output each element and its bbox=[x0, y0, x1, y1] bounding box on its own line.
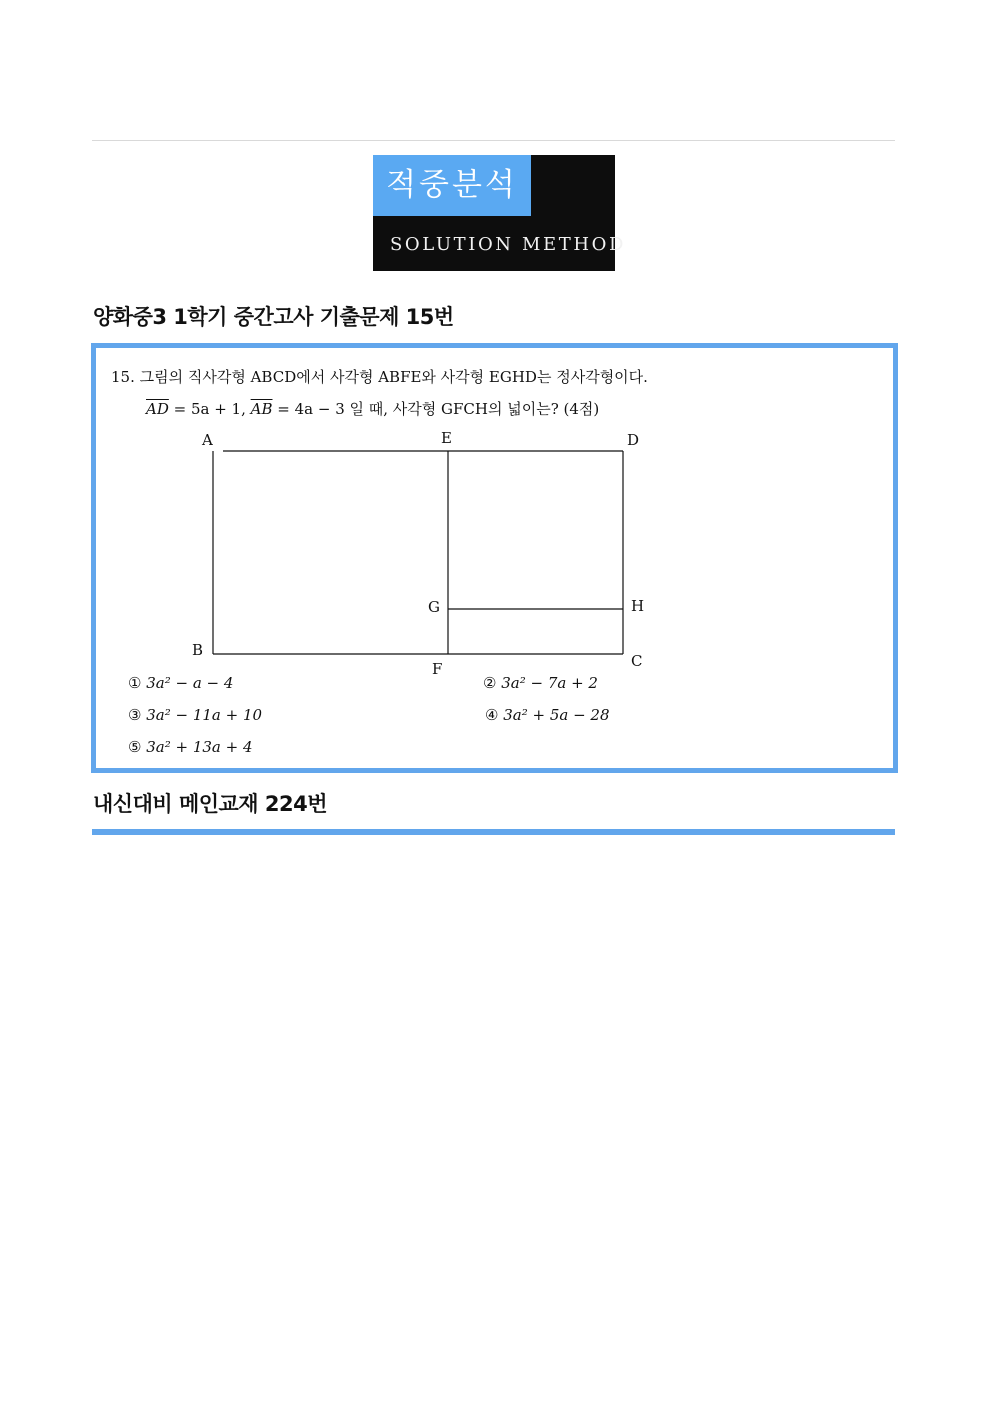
question-box bbox=[91, 343, 898, 773]
textbook-source-heading: 내신대비 메인교재 224번 bbox=[93, 792, 328, 816]
vertex-label-h: H bbox=[631, 597, 645, 615]
segment-ad: $\overline{AD}$ bbox=[146, 400, 169, 418]
vertex-label-c: C bbox=[631, 652, 643, 670]
vertex-label-e: E bbox=[441, 429, 452, 447]
banner-title: 적중분석 bbox=[373, 155, 531, 216]
choice-3-number: ③ bbox=[128, 706, 142, 724]
choice-4-expression: 3a² + 5a − 28 bbox=[503, 706, 610, 724]
vertex-label-g: G bbox=[428, 598, 440, 616]
rectangle-figure bbox=[96, 348, 893, 768]
vertex-label-d: D bbox=[627, 431, 640, 449]
vertex-label-f: F bbox=[432, 660, 443, 678]
choice-5-expression: 3a² + 13a + 4 bbox=[146, 738, 253, 756]
choice-3 bbox=[128, 706, 262, 724]
bottom-divider bbox=[92, 829, 895, 835]
choice-5 bbox=[128, 738, 253, 756]
choice-2-expression: 3a² − 7a + 2 bbox=[501, 674, 598, 692]
ad-expression: = 5a + 1, bbox=[168, 400, 251, 418]
question-stem-line1: 15. 그림의 직사각형 ABCD에서 사각형 ABFE와 사각형 EGHD는 정사각형이다. bbox=[111, 368, 648, 386]
vertex-label-b: B bbox=[192, 641, 204, 659]
choice-1 bbox=[128, 674, 233, 692]
top-divider bbox=[92, 140, 895, 141]
choice-2-number: ② bbox=[483, 674, 497, 692]
choice-1-expression: 3a² − a − 4 bbox=[146, 674, 234, 692]
question-stem-rest: 일 때, 사각형 GFCH의 넓이는? (4점) bbox=[344, 400, 600, 418]
segment-ab: $\overline{AB}$ bbox=[250, 400, 273, 418]
choice-4-number: ④ bbox=[485, 706, 499, 724]
vertex-label-a: A bbox=[202, 431, 213, 449]
ab-expression: = 4a − 3 bbox=[272, 400, 345, 418]
choice-4 bbox=[485, 706, 610, 724]
choice-5-number: ⑤ bbox=[128, 738, 142, 756]
solution-banner bbox=[373, 155, 627, 271]
exam-source-heading: 양화중3 1학기 중간고사 기출문제 15번 bbox=[93, 305, 454, 329]
choice-2 bbox=[483, 674, 598, 692]
choice-1-number: ① bbox=[128, 674, 142, 692]
choice-3-expression: 3a² − 11a + 10 bbox=[146, 706, 263, 724]
banner-subtitle: SOLUTION METHOD bbox=[390, 234, 627, 255]
